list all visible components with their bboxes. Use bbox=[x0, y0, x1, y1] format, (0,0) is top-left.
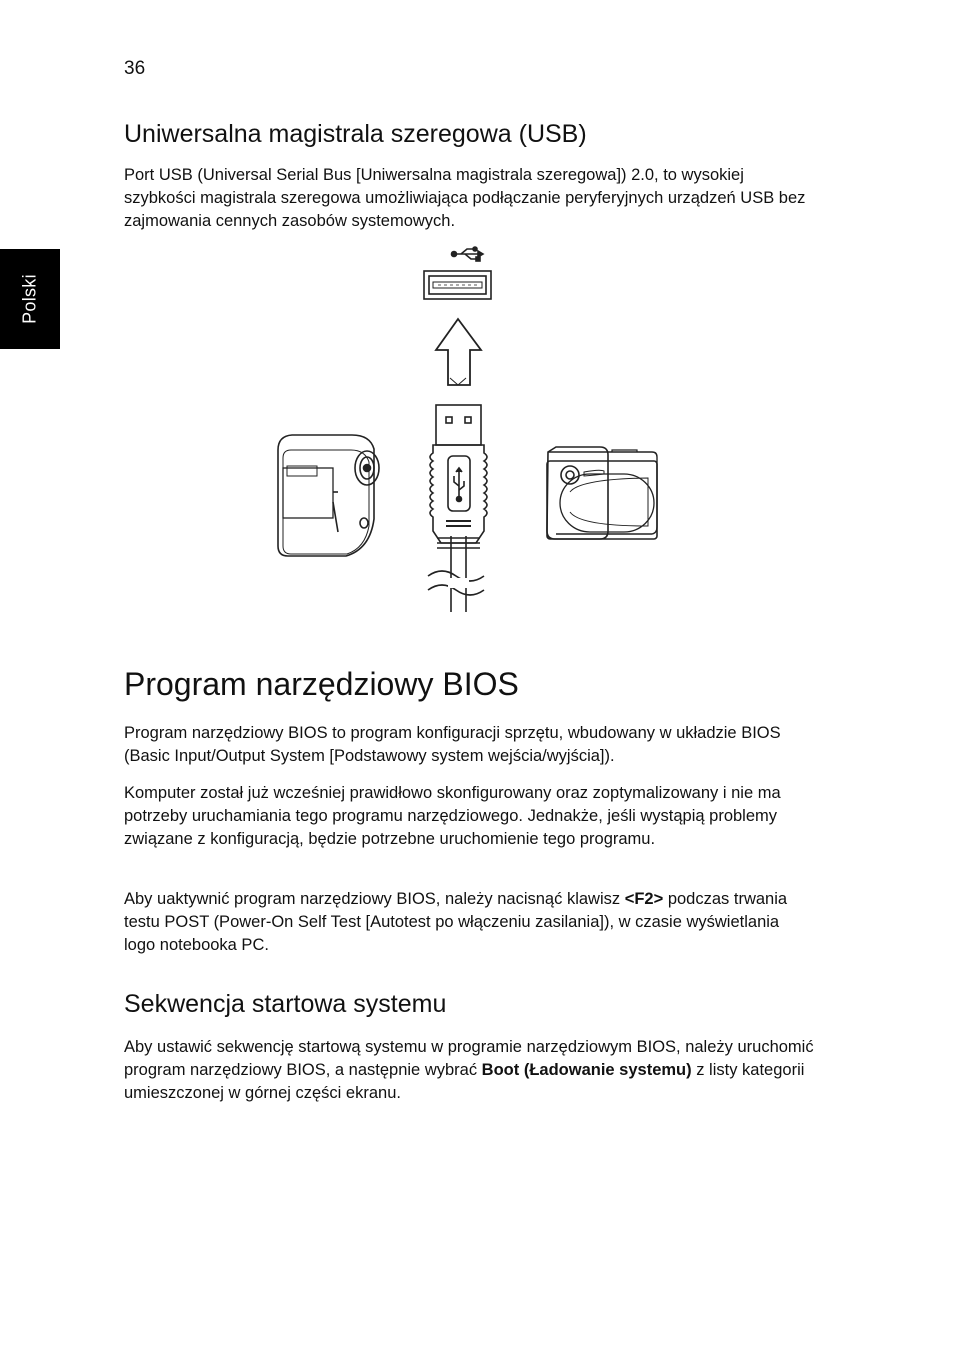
side-tab-label: Polski bbox=[19, 274, 40, 324]
boot-paragraph bbox=[124, 1036, 814, 1105]
bios-paragraph-3 bbox=[124, 888, 814, 957]
bios-paragraph-2: Komputer został już wcześniej prawidłowo skonfigurowany oraz zoptymalizowany i nie ma potrzeby uruchamiania tego programu narzędziowego. Jednakże, jeśli wystąpią problemy związane z konfiguracją, będzie potrzebne uruchomienie tego programu. bbox=[124, 784, 781, 848]
boot-p-text-before: Aby ustawić sekwencję startową systemu w programie narzędziowym BIOS, należy uruchomić program narzędziowy BIOS, a następnie wybrać bbox=[124, 1038, 814, 1079]
boot-p-text-after: z listy kategorii umieszczonej w górnej części ekranu. bbox=[124, 1061, 805, 1102]
boot-menu-label: Boot (Ładowanie systemu) bbox=[481, 1061, 692, 1079]
usb-symbol-icon bbox=[452, 247, 484, 261]
f2-key-label: <F2> bbox=[624, 890, 664, 908]
page-number: 36 bbox=[124, 58, 146, 79]
bios-p3-text-after: podczas trwania testu POST (Power-On Self Test [Autotest po włączeniu zasilania]), w czasie wyświetlania logo notebooka PC. bbox=[124, 890, 788, 954]
compact-camera-icon bbox=[547, 447, 657, 539]
usb-section-heading: Uniwersalna magistrala szeregowa (USB) bbox=[124, 120, 587, 148]
camcorder-icon bbox=[278, 435, 379, 556]
up-arrow-icon bbox=[436, 319, 481, 385]
bios-section-heading: Program narzędziowy BIOS bbox=[124, 666, 519, 702]
usb-connection-figure bbox=[270, 240, 670, 620]
boot-section-heading: Sekwencja startowa systemu bbox=[124, 990, 447, 1018]
usb-paragraph: Port USB (Universal Serial Bus [Uniwersalna magistrala szeregowa]) 2.0, to wysokiej szybkości magistrala szeregowa umożliwiająca podłączanie peryferyjnych urządzeń USB bez zajmowania cennych zasobów systemowych. bbox=[124, 166, 806, 230]
bios-p3-text-before: Aby uaktywnić program narzędziowy BIOS, należy nacisnąć klawisz bbox=[124, 890, 625, 908]
usb-port bbox=[424, 271, 491, 299]
usb-plug bbox=[428, 405, 487, 612]
bios-paragraph-1: Program narzędziowy BIOS to program konfiguracji sprzętu, wbudowany w układzie BIOS (Basic Input/Output System [Podstawowy system wejścia/wyjścia]). bbox=[124, 724, 781, 765]
language-side-tab bbox=[0, 249, 60, 349]
